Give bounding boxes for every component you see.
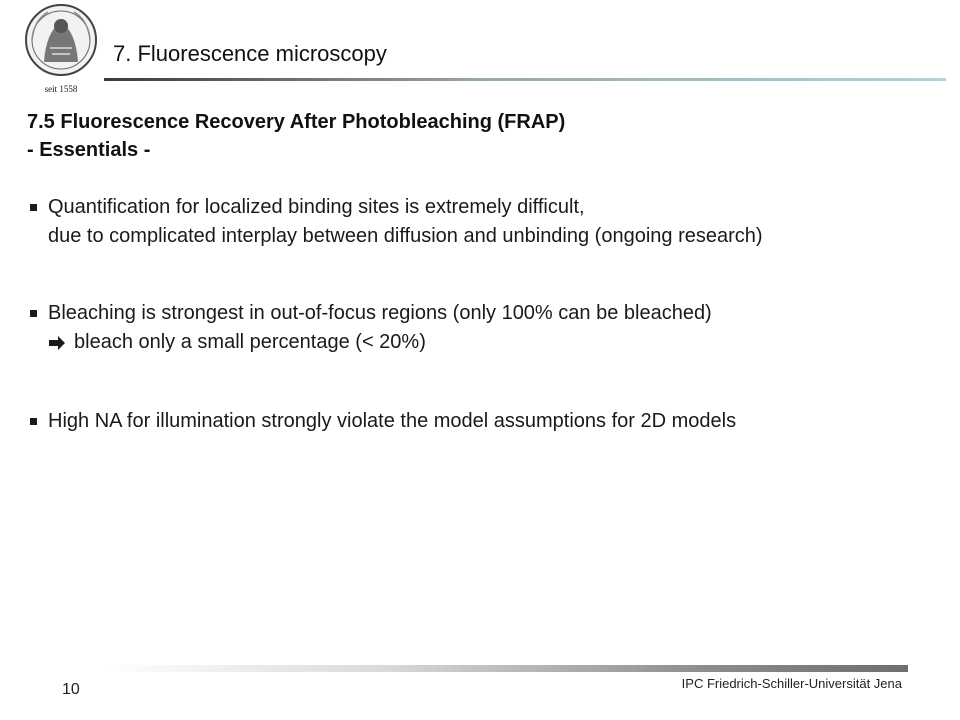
bullet-item-quantification [30, 193, 763, 251]
bullet-text-continued: due to complicated interplay between diffusion and unbinding (ongoing research) [48, 225, 763, 247]
footer-organization: IPC Friedrich-Schiller-Universität Jena [681, 676, 902, 691]
square-bullet-icon [30, 204, 37, 211]
svg-text:seit 1558: seit 1558 [44, 84, 78, 94]
page-number: 10 [62, 681, 80, 698]
university-seal-logo [20, 2, 102, 100]
bullet-subline-text: bleach only a small percentage (< 20%) [74, 331, 426, 353]
bullet-item-bleaching [30, 299, 712, 357]
square-bullet-icon [30, 418, 37, 425]
header-divider [104, 78, 946, 81]
chapter-title: 7. Fluorescence microscopy [113, 41, 387, 66]
square-bullet-icon [30, 310, 37, 317]
section-title-line1: 7.5 Fluorescence Recovery After Photobleaching (FRAP) [27, 111, 566, 133]
footer-divider [104, 665, 908, 672]
bullet-subline [30, 328, 712, 357]
bullet-text: Quantification for localized binding sites is extremely difficult, [48, 196, 585, 218]
bullet-text: Bleaching is strongest in out-of-focus regions (only 100% can be bleached) [48, 302, 712, 324]
bullet-item-high-na [30, 407, 736, 436]
section-title [27, 108, 565, 164]
right-arrow-icon [48, 336, 66, 350]
bullet-text: High NA for illumination strongly violate the model assumptions for 2D models [48, 410, 737, 432]
section-title-line2: - Essentials - [27, 139, 151, 161]
